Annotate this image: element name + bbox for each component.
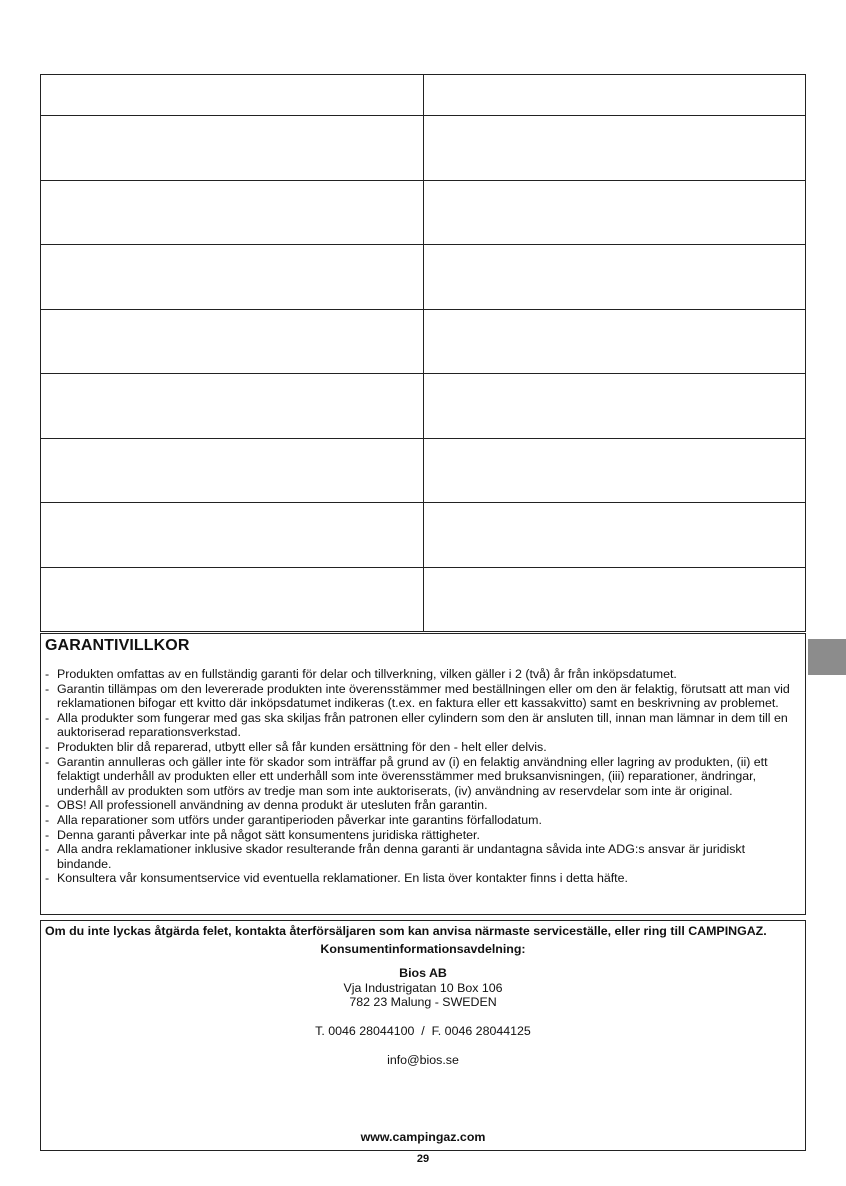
table-cell: [41, 180, 424, 245]
company-name: Bios AB: [399, 966, 447, 981]
contact-intro: Om du inte lyckas åtgärda felet, kontakta återförsäljaren som kan anvisa närmaste serviceställe, eller ring till CAMPINGAZ.: [45, 924, 767, 938]
list-item-text: Alla reparationer som utförs under garantiperioden påverkar inte garantins förfallodatum.: [57, 812, 542, 827]
list-item: [45, 871, 801, 886]
phone-fax: T. 0046 28044100 / F. 0046 28044125: [315, 1023, 531, 1038]
list-item-text: Denna garanti påverkar inte på något sätt konsumentens juridiska rättigheter.: [57, 827, 480, 842]
list-dash: -: [45, 842, 50, 857]
table-cell: [41, 567, 424, 632]
table-cell: [423, 309, 806, 374]
empty-form-table: [40, 74, 806, 632]
list-dash: -: [45, 667, 50, 681]
list-item: [45, 842, 801, 871]
table-cell: [41, 374, 424, 439]
table-cell: [41, 309, 424, 374]
list-item: [45, 711, 801, 740]
list-item-text: Produkten blir då reparerad, utbytt eller så får kunden ersättning för den - helt eller delvis.: [57, 739, 547, 754]
list-item: [45, 798, 801, 813]
table-cell: [423, 503, 806, 568]
address-line-1: Vja Industrigatan 10 Box 106: [343, 980, 503, 995]
list-dash: -: [45, 710, 50, 725]
list-dash: -: [45, 871, 50, 886]
list-item-text: Garantin annulleras och gäller inte för skador som inträffar på grund av (i) en felaktig användning eller lagring av produkten, (ii) ett felaktigt underhåll av produkten eller ett underhåll som inte överensstämmer med bruksanvisningen, (iii) reparationer, ändringar, underhåll av produkten som utförs av tredje man som inte auktoriserats, (iv) användning av reservdelar som inte är original.: [57, 754, 768, 798]
table-cell: [423, 180, 806, 245]
email-address: info@bios.se: [387, 1052, 459, 1067]
warranty-section: [40, 633, 806, 915]
list-item: [45, 813, 801, 828]
table-cell: [41, 245, 424, 310]
list-dash: -: [45, 739, 50, 754]
list-item-text: Alla andra reklamationer inklusive skador resulterande från denna garanti är undantagna såvida inte ADG:s ansvar är juridiskt bindande.: [57, 842, 746, 871]
list-dash: -: [45, 812, 50, 827]
table-cell: [423, 567, 806, 632]
language-tab-marker: [808, 639, 846, 675]
list-item: [45, 828, 801, 843]
table-cell: [423, 374, 806, 439]
department-heading: Konsumentinformationsavdelning:: [320, 941, 526, 956]
table-cell: [423, 245, 806, 310]
list-dash: -: [45, 754, 50, 769]
address-line-2: 782 23 Malung - SWEDEN: [349, 995, 497, 1010]
table-cell: [423, 75, 806, 116]
list-item-text: Alla produkter som fungerar med gas ska skiljas från patronen eller cylindern som den är ansluten till, innan man lämnar in dem till en auktoriserad reparationsverkstad.: [57, 710, 788, 740]
website-link[interactable]: www.campingaz.com: [360, 1130, 486, 1145]
page-number: 29: [416, 1153, 430, 1165]
list-item-text: Garantin tillämpas om den levererade produkten inte överensstämmer med beställningen eller om den är felaktig, förutsatt att man vid reklamationen bifogar ett kvitto där inköpsdatumet indikeras (t.ex. en faktura eller ett kassakvitto) samt en beskrivning av problemet.: [57, 681, 790, 711]
list-item-text: Produkten omfattas av en fullständig garanti för delar och tillverkning, vilken gäller i 2 (två) år från inköpsdatumet.: [57, 667, 677, 681]
table-cell: [41, 438, 424, 503]
table-cell: [41, 503, 424, 568]
list-item-text: OBS! All professionell användning av denna produkt är utesluten från garantin.: [57, 798, 488, 813]
list-dash: -: [45, 681, 50, 696]
list-item: [45, 755, 801, 799]
table-cell: [41, 116, 424, 181]
list-item-text: Konsultera vår konsumentservice vid eventuella reklamationer. En lista över kontakter finns i detta häfte.: [57, 871, 628, 886]
list-dash: -: [45, 798, 50, 813]
table-cell: [423, 438, 806, 503]
list-dash: -: [45, 827, 50, 842]
table-cell: [423, 116, 806, 181]
list-item: [45, 682, 801, 711]
table-cell: [41, 75, 424, 116]
warranty-list: [45, 667, 801, 886]
contact-section: [40, 920, 806, 1151]
list-item: [45, 667, 801, 682]
warranty-title: GARANTIVILLKOR: [45, 637, 190, 654]
list-item: [45, 740, 801, 755]
